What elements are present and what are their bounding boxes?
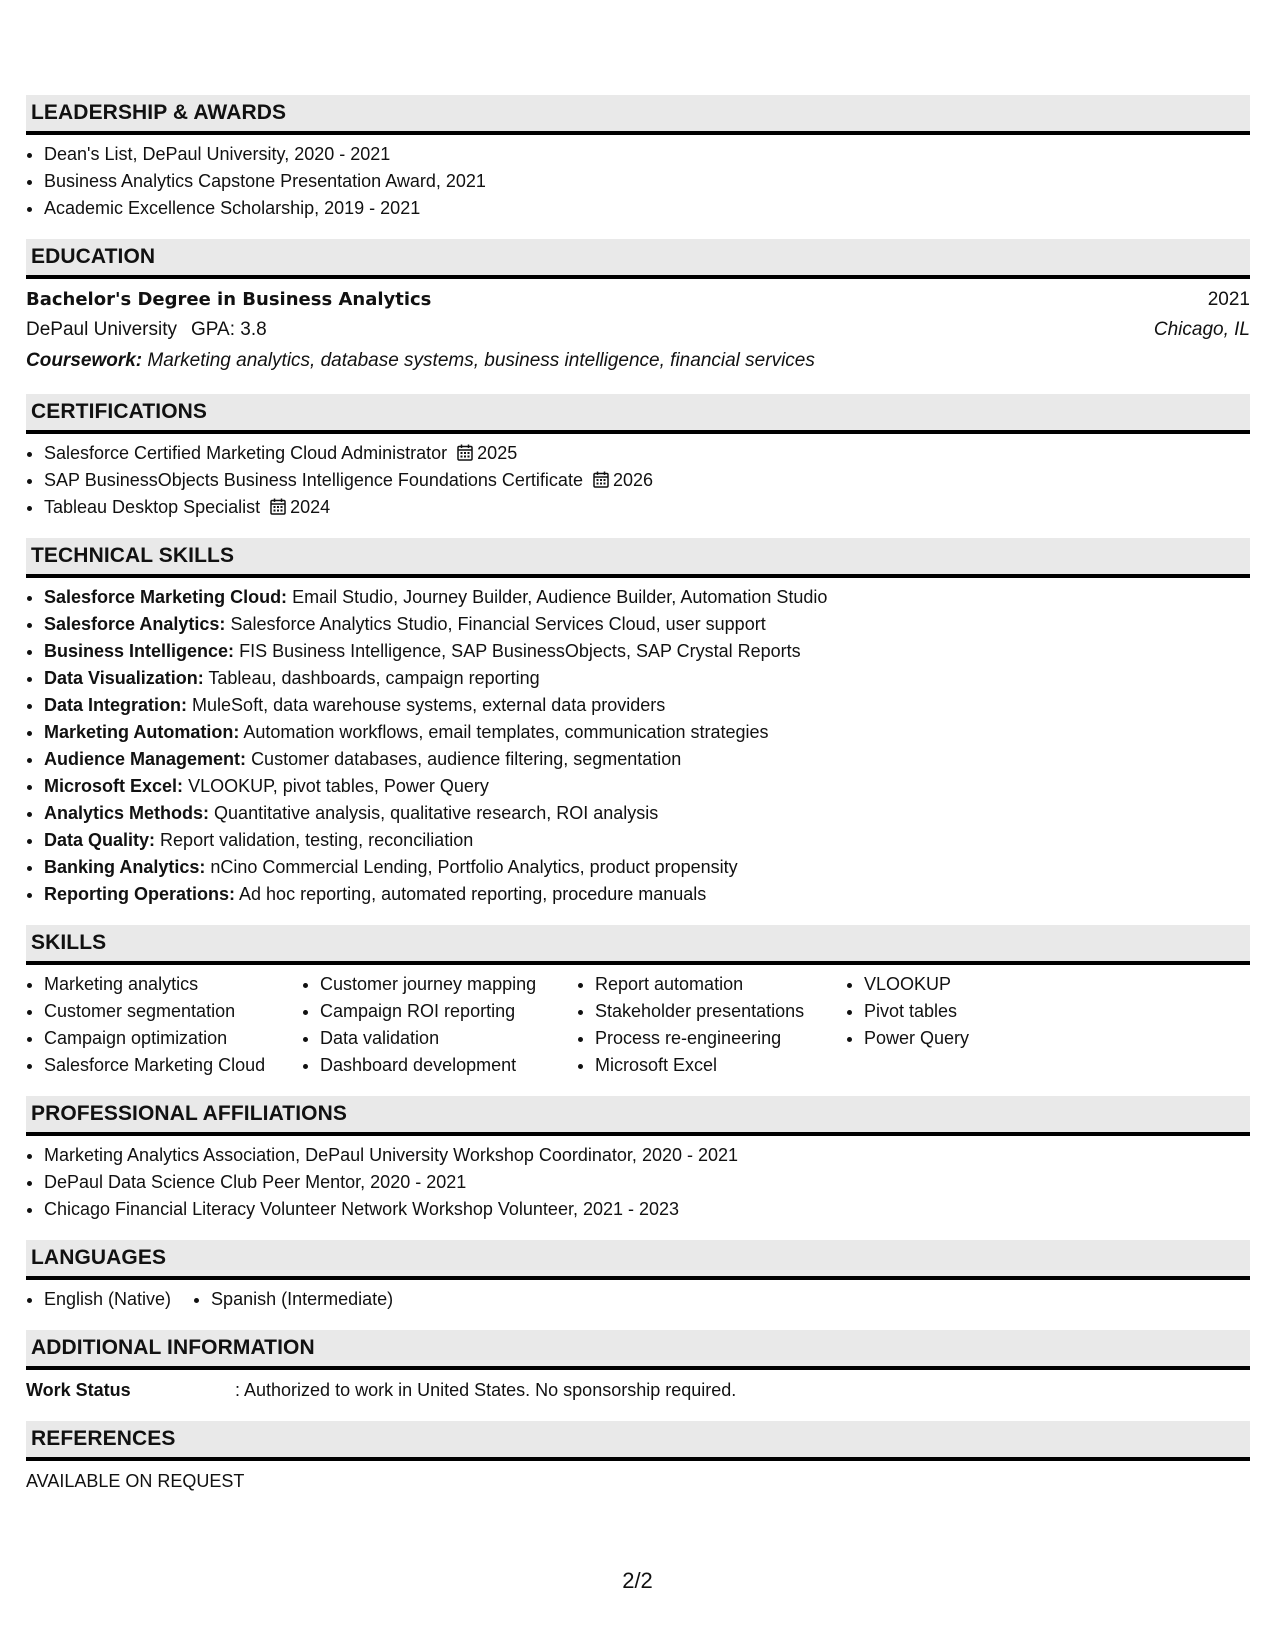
- skill-detail: Salesforce Analytics Studio, Financial Services Cloud, user support: [230, 614, 766, 634]
- work-status-row: [26, 1376, 1250, 1404]
- calendar-icon: [593, 471, 609, 488]
- list-item: • Campaign optimization: [44, 1025, 302, 1052]
- skill-category: Analytics Methods:: [44, 803, 210, 823]
- skills-column: [26, 971, 302, 1079]
- list-item: [44, 611, 1250, 638]
- certifications-list: [26, 440, 1250, 521]
- certification-name: Tableau Desktop Specialist: [44, 497, 261, 517]
- section-header: [26, 239, 1250, 279]
- list-item: • Marketing Analytics Association, DePaul University Workshop Coordinator, 2020 - 2021: [44, 1142, 1250, 1169]
- leadership-list: [26, 141, 1250, 222]
- education-school-row: [26, 315, 1250, 345]
- list-item: • Report automation: [595, 971, 846, 998]
- technical-skills-list: [26, 584, 1250, 908]
- list-item: • VLOOKUP: [864, 971, 1064, 998]
- section-title: REFERENCES: [31, 1427, 176, 1450]
- skill-category: Business Intelligence:: [44, 641, 235, 661]
- references-section: [26, 1421, 1250, 1495]
- list-item: [44, 638, 1250, 665]
- degree-title: Bachelor's Degree in Business Analytics: [26, 289, 432, 310]
- gpa: GPA: 3.8: [191, 319, 267, 340]
- resume-page: [26, 95, 1250, 1512]
- list-item: • Spanish (Intermediate): [211, 1286, 393, 1313]
- education-section: [26, 239, 1250, 377]
- calendar-icon: [270, 498, 286, 515]
- list-item: [44, 692, 1250, 719]
- list-item: • Pivot tables: [864, 998, 1064, 1025]
- languages-list: [193, 1286, 393, 1313]
- list-item: [44, 746, 1250, 773]
- section-header: [26, 1096, 1250, 1136]
- certification-item: [44, 467, 1250, 494]
- section-title: EDUCATION: [31, 245, 156, 268]
- page-number: 2/2: [622, 1568, 653, 1593]
- coursework: [26, 345, 1250, 377]
- certification-year: 2026: [612, 470, 654, 490]
- section-header: [26, 394, 1250, 434]
- education-degree-row: [26, 285, 1250, 315]
- skill-detail: Tableau, dashboards, campaign reporting: [208, 668, 540, 688]
- certifications-section: [26, 394, 1250, 521]
- list-item: • Business Analytics Capstone Presentation Award, 2021: [44, 168, 1250, 195]
- list-item: • Campaign ROI reporting: [320, 998, 577, 1025]
- school-name: DePaul University: [26, 319, 177, 340]
- languages-list: [26, 1286, 171, 1313]
- list-item: [44, 584, 1250, 611]
- section-title: LANGUAGES: [31, 1246, 167, 1269]
- list-item: [44, 773, 1250, 800]
- skill-category: Data Visualization:: [44, 668, 204, 688]
- list-item: • DePaul Data Science Club Peer Mentor, 2020 - 2021: [44, 1169, 1250, 1196]
- certification-name: Salesforce Certified Marketing Cloud Administrator: [44, 443, 448, 463]
- skill-detail: Automation workflows, email templates, communication strategies: [243, 722, 769, 742]
- coursework-label: Coursework:: [26, 350, 143, 371]
- certification-name: SAP BusinessObjects Business Intelligence Foundations Certificate: [44, 470, 583, 490]
- school-location: Chicago, IL: [1153, 319, 1250, 340]
- skill-category: Audience Management:: [44, 749, 247, 769]
- section-header: [26, 1330, 1250, 1370]
- skill-category: Microsoft Excel:: [44, 776, 184, 796]
- section-header: [26, 1421, 1250, 1461]
- references-text: AVAILABLE ON REQUEST: [26, 1471, 245, 1491]
- skills-grid: [26, 971, 1250, 1079]
- list-item: • Customer segmentation: [44, 998, 302, 1025]
- section-header: [26, 538, 1250, 578]
- list-item: • English (Native): [44, 1286, 171, 1313]
- list-item: • Power Query: [864, 1025, 1064, 1052]
- technical-skills-section: [26, 538, 1250, 908]
- skill-detail: Email Studio, Journey Builder, Audience Builder, Automation Studio: [292, 587, 828, 607]
- list-item: [44, 881, 1250, 908]
- list-item: • Customer journey mapping: [320, 971, 577, 998]
- certification-item: [44, 440, 1250, 467]
- section-header: [26, 1240, 1250, 1280]
- list-item: [44, 665, 1250, 692]
- list-item: • Dean's List, DePaul University, 2020 - 2021: [44, 141, 1250, 168]
- skill-category: Reporting Operations:: [44, 884, 236, 904]
- additional-info-section: [26, 1330, 1250, 1404]
- coursework-text: Marketing analytics, database systems, business intelligence, financial services: [147, 350, 815, 371]
- list-item: [44, 800, 1250, 827]
- list-item: • Process re-engineering: [595, 1025, 846, 1052]
- certification-year: 2024: [290, 497, 331, 517]
- section-title: CERTIFICATIONS: [31, 400, 208, 423]
- graduation-year: 2021: [1207, 289, 1250, 310]
- affiliations-list: [26, 1142, 1250, 1223]
- skills-column: [577, 971, 846, 1079]
- list-item: • Stakeholder presentations: [595, 998, 846, 1025]
- list-item: [44, 854, 1250, 881]
- list-item: • Academic Excellence Scholarship, 2019 - 2021: [44, 195, 1250, 222]
- skills-section: [26, 925, 1250, 1079]
- skill-category: Salesforce Marketing Cloud:: [44, 587, 288, 607]
- list-item: • Dashboard development: [320, 1052, 577, 1079]
- affiliations-section: [26, 1096, 1250, 1223]
- list-item: • Marketing analytics: [44, 971, 302, 998]
- list-item: • Salesforce Marketing Cloud: [44, 1052, 302, 1079]
- leadership-section: [26, 95, 1250, 222]
- section-title: LEADERSHIP & AWARDS: [31, 101, 287, 124]
- skill-detail: Report validation, testing, reconciliation: [160, 830, 474, 850]
- skill-category: Marketing Automation:: [44, 722, 240, 742]
- section-title: ADDITIONAL INFORMATION: [31, 1336, 315, 1359]
- languages-row: [26, 1286, 1250, 1313]
- list-item: • Data validation: [320, 1025, 577, 1052]
- skill-detail: MuleSoft, data warehouse systems, external data providers: [192, 695, 666, 715]
- skill-category: Data Quality:: [44, 830, 156, 850]
- section-title: SKILLS: [31, 931, 107, 954]
- skill-detail: FIS Business Intelligence, SAP BusinessObjects, SAP Crystal Reports: [239, 641, 801, 661]
- skill-detail: VLOOKUP, pivot tables, Power Query: [188, 776, 489, 796]
- skill-detail: Ad hoc reporting, automated reporting, procedure manuals: [239, 884, 707, 904]
- work-status-label: Work Status: [26, 1380, 131, 1400]
- skill-category: Banking Analytics:: [44, 857, 206, 877]
- section-header: [26, 925, 1250, 965]
- skill-detail: nCino Commercial Lending, Portfolio Analytics, product propensity: [210, 857, 738, 877]
- list-item: • Chicago Financial Literacy Volunteer Network Workshop Volunteer, 2021 - 2023: [44, 1196, 1250, 1223]
- school-line: [26, 315, 267, 345]
- calendar-icon: [457, 444, 473, 461]
- work-status-value: : Authorized to work in United States. No sponsorship required.: [235, 1380, 737, 1400]
- skill-detail: Quantitative analysis, qualitative research, ROI analysis: [214, 803, 659, 823]
- section-header: [26, 95, 1250, 135]
- list-item: [44, 719, 1250, 746]
- skill-category: Data Integration:: [44, 695, 188, 715]
- list-item: • Microsoft Excel: [595, 1052, 846, 1079]
- skills-column: [302, 971, 577, 1079]
- list-item: [44, 827, 1250, 854]
- certification-item: [44, 494, 1250, 521]
- skill-detail: Customer databases, audience filtering, segmentation: [251, 749, 682, 769]
- section-title: TECHNICAL SKILLS: [31, 544, 235, 567]
- skills-column: [846, 971, 1064, 1079]
- certification-year: 2025: [477, 443, 518, 463]
- section-title: PROFESSIONAL AFFILIATIONS: [31, 1102, 347, 1125]
- languages-section: [26, 1240, 1250, 1313]
- skill-category: Salesforce Analytics:: [44, 614, 226, 634]
